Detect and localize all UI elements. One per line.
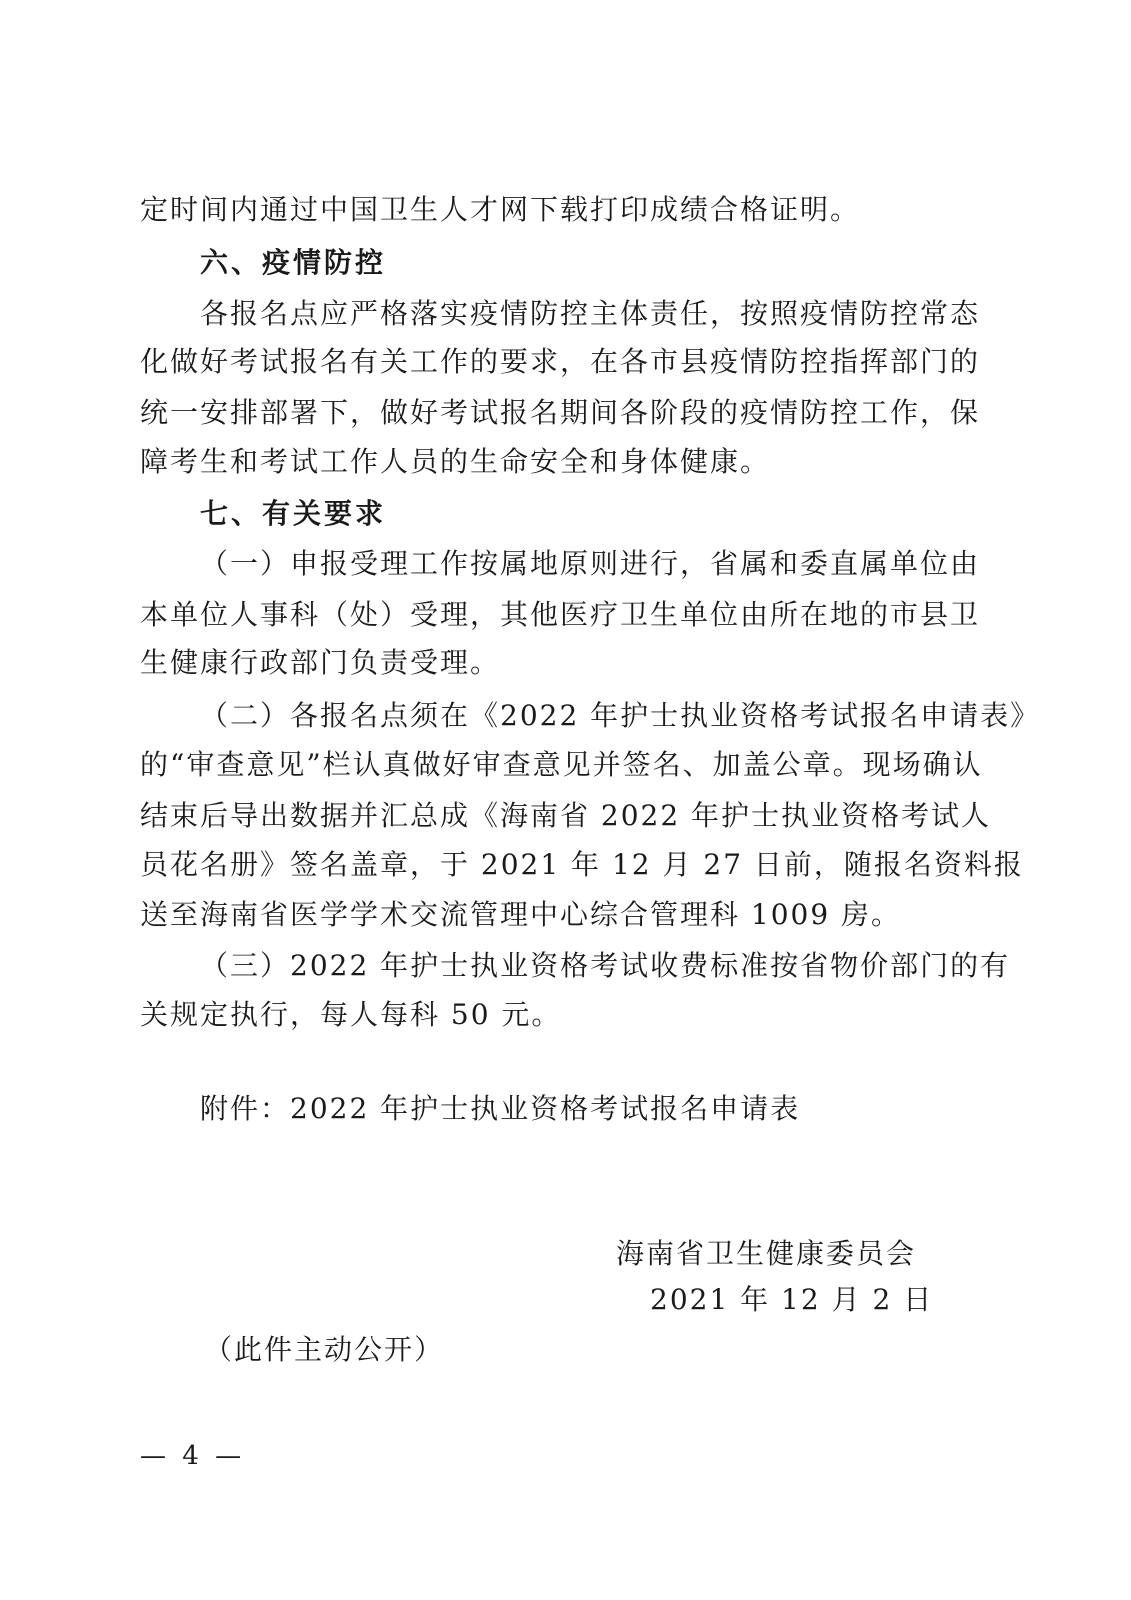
paragraph-line: 各报名点应严格落实疫情防控主体责任，按照疫情防控常态	[200, 297, 981, 330]
paragraph-line: 统一安排部署下，做好考试报名期间各阶段的疫情防控工作，保	[140, 396, 981, 429]
paragraph-line: 化做好考试报名有关工作的要求，在各市县疫情防控指挥部门的	[140, 345, 981, 378]
paragraph-line: （一）申报受理工作按属地原则进行，省属和委直属单位由	[200, 547, 981, 580]
paragraph-line: 员花名册》签名盖章，于 2021 年 12 月 27 日前，随报名资料报	[140, 848, 1024, 881]
paragraph-line: 送至海南省医学学术交流管理中心综合管理科 1009 房。	[140, 898, 902, 931]
issuer-organization: 海南省卫生健康委员会	[616, 1237, 917, 1270]
paragraph-line: 生健康行政部门负责受理。	[140, 646, 501, 679]
paragraph-line: （三）2022 年护士执业资格考试收费标准按省物价部门的有	[200, 949, 1011, 982]
paragraph-line: 定时间内通过中国卫生人才网下载打印成绩合格证明。	[140, 193, 861, 226]
attachment-line: 附件：2022 年护士执业资格考试报名申请表	[200, 1092, 801, 1125]
section-heading-requirements: 七、有关要求	[200, 497, 387, 530]
public-disclosure-note: （此件主动公开）	[204, 1333, 445, 1366]
paragraph-line: 的“审查意见”栏认真做好审查意见并签名、加盖公章。现场确认	[140, 748, 983, 781]
paragraph-line: 障考生和考试工作人员的生命安全和身体健康。	[140, 445, 771, 478]
page-number: — 4 —	[140, 1441, 246, 1471]
paragraph-line: 关规定执行，每人每科 50 元。	[140, 998, 562, 1031]
paragraph-line: 本单位人事科（处）受理，其他医疗卫生单位由所在地的市县卫	[140, 598, 981, 631]
paragraph-line: 结束后导出数据并汇总成《海南省 2022 年护士执业资格考试人	[140, 799, 992, 832]
paragraph-line: （二）各报名点须在《2022 年护士执业资格考试报名申请表》	[200, 699, 1041, 732]
section-heading-epidemic-control: 六、疫情防控	[200, 246, 387, 279]
issue-date: 2021 年 12 月 2 日	[650, 1283, 934, 1316]
